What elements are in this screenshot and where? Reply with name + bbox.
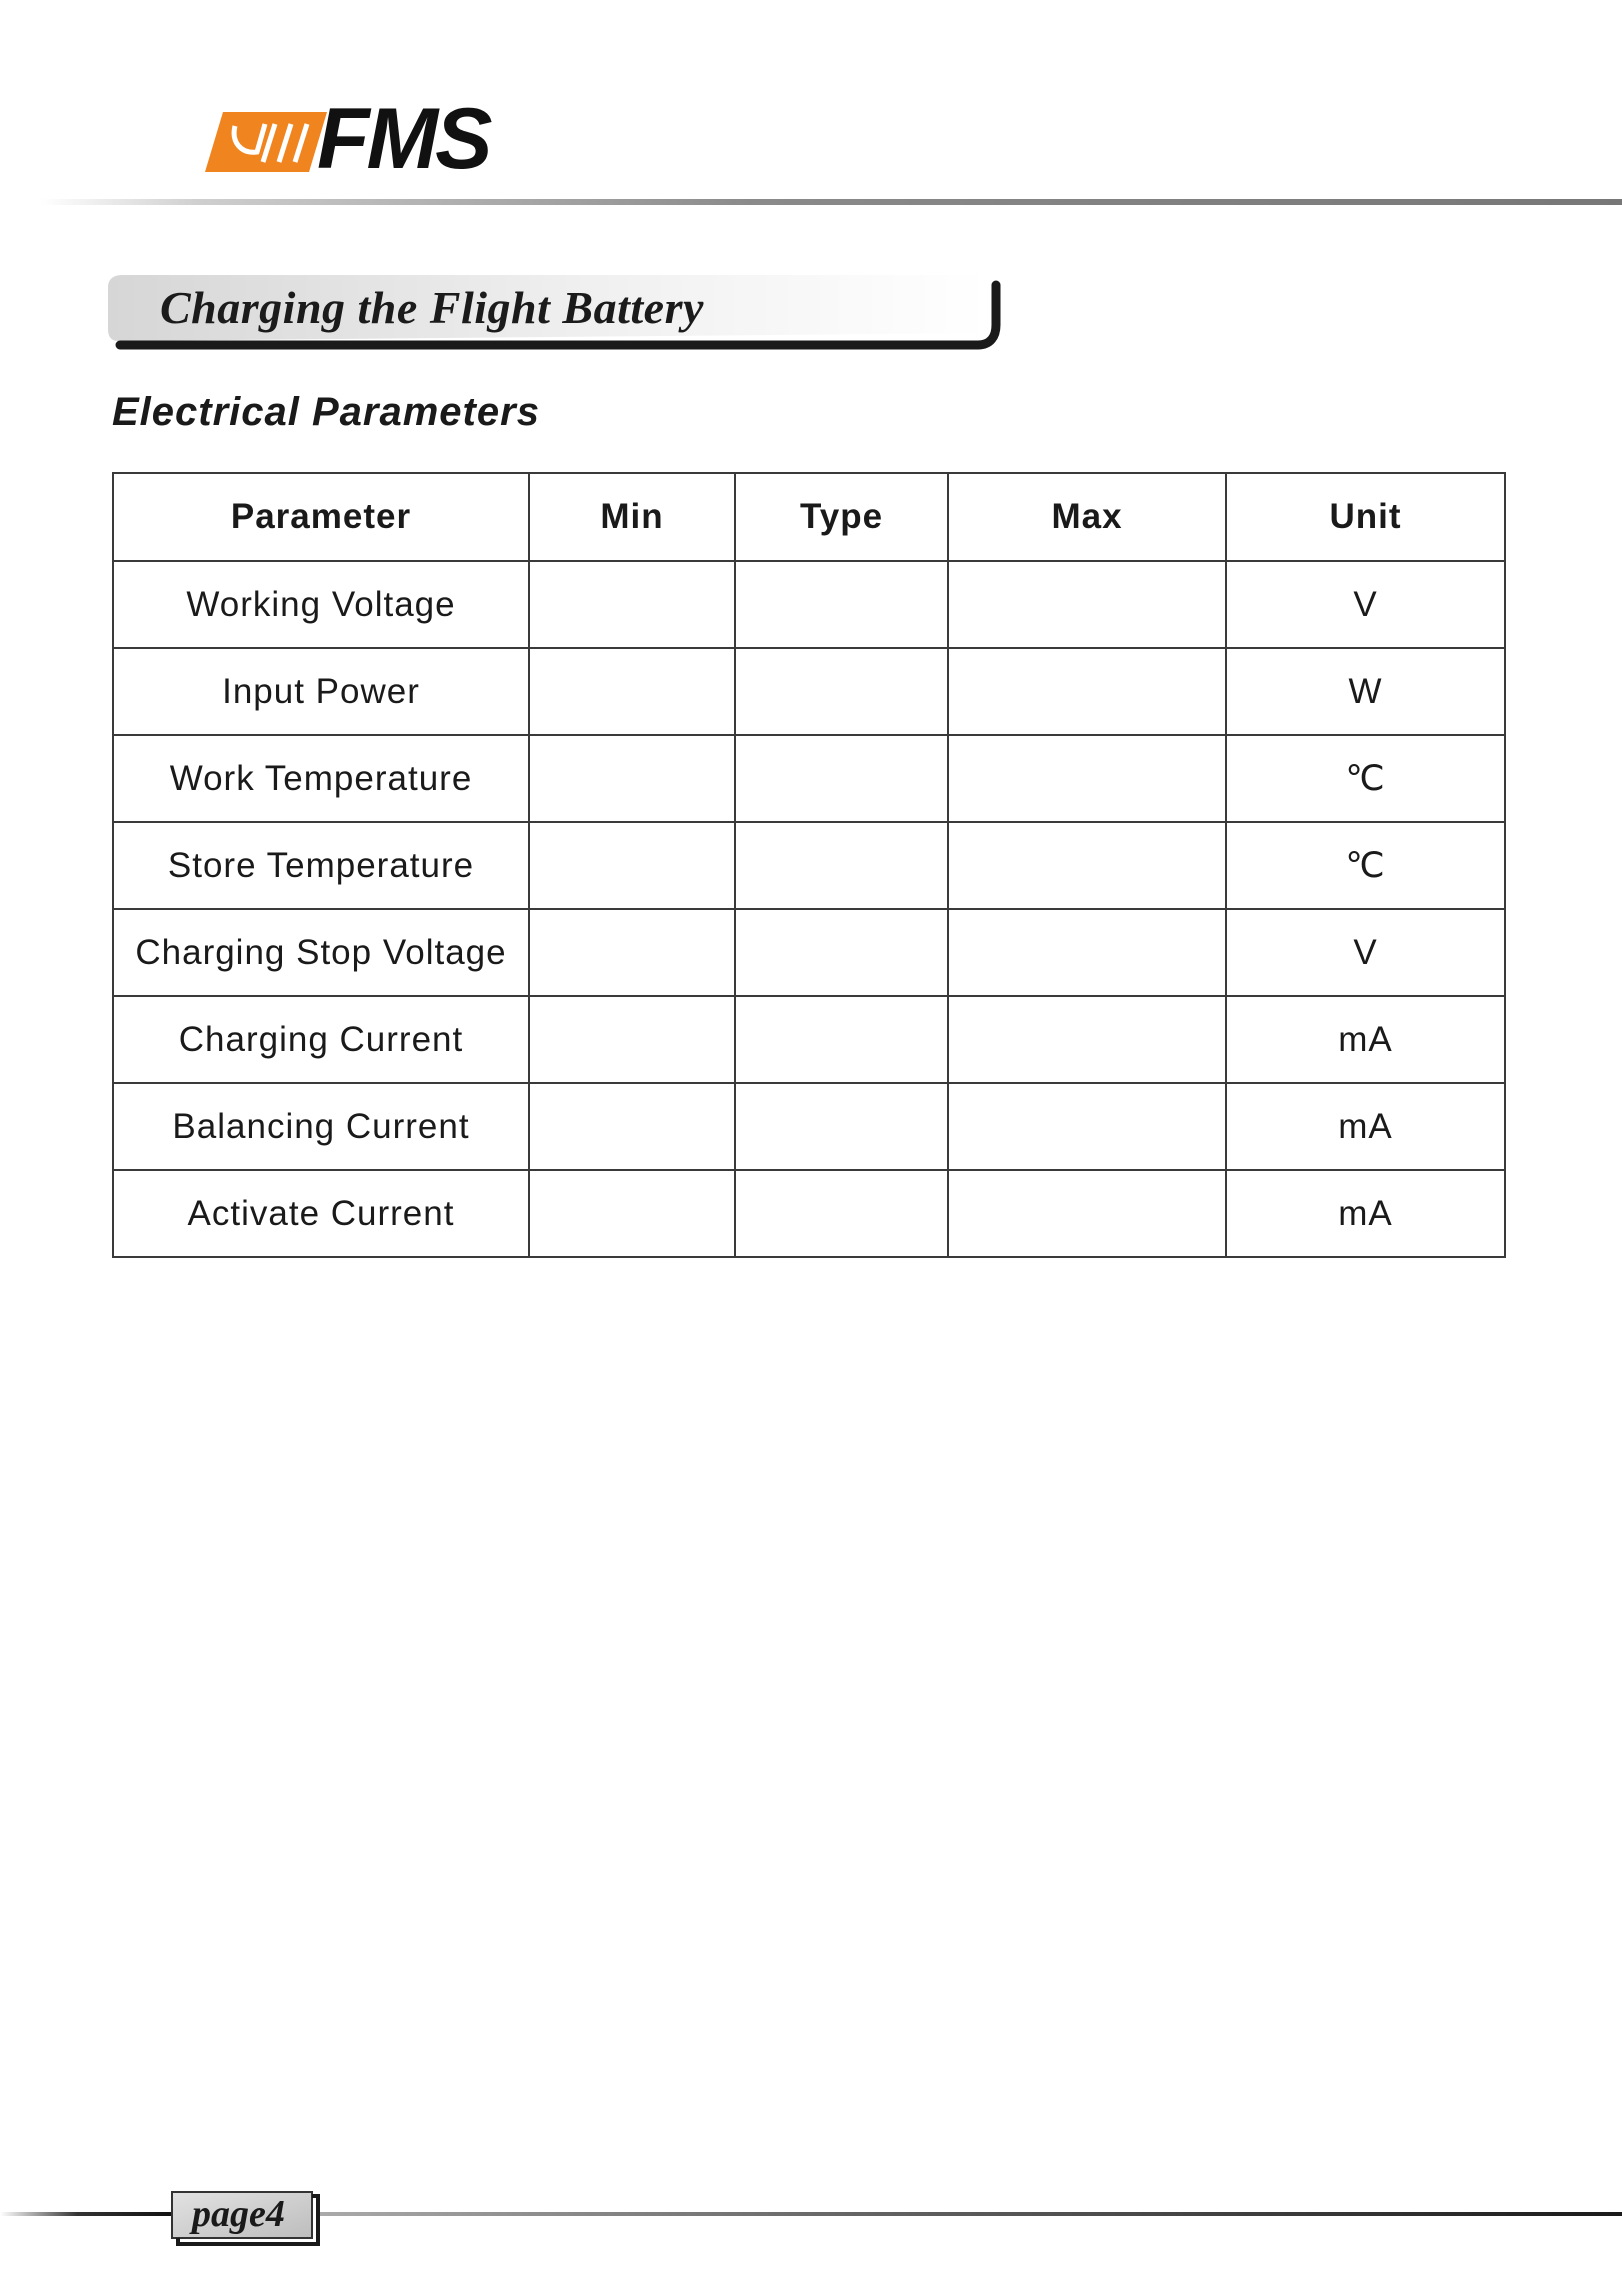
max-cell [948,648,1226,735]
type-cell [735,909,948,996]
table-row [113,648,1505,735]
parameter-cell: Activate Current [113,1170,529,1257]
parameter-cell: Store Temperature [113,822,529,909]
min-cell [529,561,735,648]
fms-wing-icon [205,112,327,172]
min-cell [529,1083,735,1170]
unit-cell: mA [1226,996,1505,1083]
section-title-tab [108,275,1008,357]
type-cell [735,1083,948,1170]
parameter-cell: Working Voltage [113,561,529,648]
parameter-cell: Work Temperature [113,735,529,822]
header-max: Max [948,473,1226,561]
table-header-row [113,473,1505,561]
type-cell [735,822,948,909]
type-cell [735,1170,948,1257]
header-parameter: Parameter [113,473,529,561]
table-row [113,909,1505,996]
max-cell [948,1170,1226,1257]
table-row [113,1083,1505,1170]
min-cell [529,996,735,1083]
logo-text: FMS [317,91,490,187]
max-cell [948,735,1226,822]
min-cell [529,1170,735,1257]
parameter-cell: Charging Current [113,996,529,1083]
max-cell [948,561,1226,648]
electrical-parameters-table [112,472,1506,1258]
type-cell [735,561,948,648]
fms-logo [205,91,525,187]
type-cell [735,648,948,735]
unit-cell: mA [1226,1083,1505,1170]
unit-cell: ℃ [1226,735,1505,822]
table-row [113,996,1505,1083]
max-cell [948,822,1226,909]
header-rule [40,199,1622,205]
parameter-cell: Charging Stop Voltage [113,909,529,996]
max-cell [948,1083,1226,1170]
unit-cell: V [1226,561,1505,648]
header-min: Min [529,473,735,561]
subsection-heading: Electrical Parameters [112,390,540,434]
min-cell [529,648,735,735]
footer-rule-right [318,2212,1622,2216]
min-cell [529,909,735,996]
table-row [113,822,1505,909]
unit-cell: ℃ [1226,822,1505,909]
unit-cell: mA [1226,1170,1505,1257]
header-type: Type [735,473,948,561]
min-cell [529,735,735,822]
table-row [113,561,1505,648]
type-cell [735,735,948,822]
unit-cell: W [1226,648,1505,735]
max-cell [948,909,1226,996]
header-unit: Unit [1226,473,1505,561]
section-title: Charging the Flight Battery [160,282,704,333]
type-cell [735,996,948,1083]
parameter-cell: Input Power [113,648,529,735]
parameter-cell: Balancing Current [113,1083,529,1170]
page-number-tab [170,2190,320,2246]
max-cell [948,996,1226,1083]
unit-cell: V [1226,909,1505,996]
page-number: page4 [192,2193,285,2235]
min-cell [529,822,735,909]
footer-rule-left [0,2212,172,2216]
table-row [113,735,1505,822]
table-row [113,1170,1505,1257]
